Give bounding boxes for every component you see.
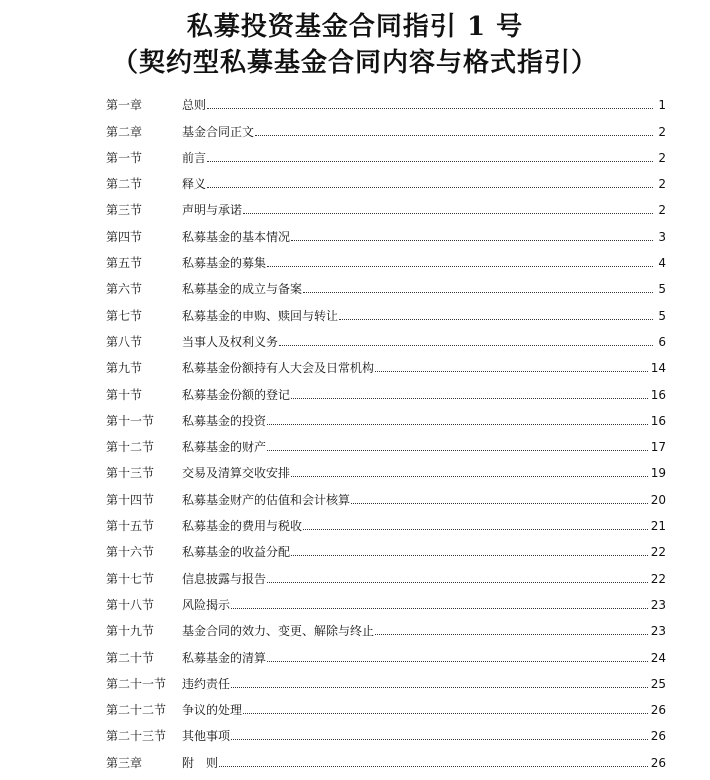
dot-leader [207,108,653,109]
toc-entry[interactable] [106,587,666,613]
document-subtitle: （契约型私募基金合同内容与格式指引） [111,48,598,78]
dot-leader [339,319,653,320]
dot-leader [375,634,648,635]
toc-entry-title: 私募基金份额的登记 [182,387,291,402]
toc-entry-page-number: 16 [650,387,666,402]
toc-entry-number: 第八节 [106,334,143,349]
toc-entry[interactable] [106,218,666,244]
toc-entry-number: 第十五节 [106,519,155,534]
toc-entry-page-number: 21 [650,519,666,534]
toc-entry-number: 第十七节 [106,571,155,586]
toc-entry-number: 第十八节 [106,597,155,612]
dot-leader [267,450,648,451]
toc-entry-page-number: 23 [650,624,666,639]
toc-entry-number: 第一节 [106,150,143,165]
dot-leader [255,135,653,136]
toc-entry[interactable] [106,560,666,586]
toc-entry[interactable] [106,166,666,192]
toc-entry-page-number: 24 [650,650,666,665]
toc-entry-title: 其他事项 [182,729,231,744]
toc-entry[interactable] [106,350,666,376]
dot-leader [219,766,648,767]
toc-entry-number: 第五节 [106,256,143,271]
toc-entry[interactable] [106,245,666,271]
toc-entry-page-number: 26 [650,703,666,718]
toc-entry-number: 第十三节 [106,466,155,481]
dot-leader [303,292,653,293]
toc-entry[interactable] [106,376,666,402]
toc-entry[interactable] [106,297,666,323]
toc-entry-page-number: 25 [650,676,666,691]
dot-leader [291,555,648,556]
toc-entry-number: 第二章 [106,124,143,139]
toc-entry[interactable] [106,403,666,429]
toc-entry-page-number: 23 [650,597,666,612]
toc-entry-page-number: 14 [650,361,666,376]
toc-entry-title: 总则 [182,98,207,113]
toc-entry-page-number: 19 [650,466,666,481]
toc-entry-number: 第二节 [106,177,143,192]
toc-entry-number: 第十一节 [106,413,155,428]
toc-entry-title: 私募基金的投资 [182,413,267,428]
toc-entry[interactable] [106,613,666,639]
toc-entry-page-number: 6 [658,334,666,349]
dot-leader [279,345,653,346]
toc-entry[interactable] [106,192,666,218]
toc-entry-title: 私募基金的申购、赎回与转让 [182,308,339,323]
toc-entry[interactable] [106,455,666,481]
toc-entry-title: 私募基金的财产 [182,440,267,455]
dot-leader [291,398,648,399]
toc-entry-title: 私募基金的成立与备案 [182,282,303,297]
dot-leader [243,213,653,214]
toc-entry-page-number: 16 [650,413,666,428]
toc-entry-title: 私募基金的基本情况 [182,229,291,244]
toc-entry-title: 基金合同的效力、变更、解除与终止 [182,624,375,639]
toc-entry-title: 私募基金的费用与税收 [182,519,303,534]
toc-entry-title: 私募基金份额持有人大会及日常机构 [182,361,375,376]
toc-entry-title: 私募基金的清算 [182,650,267,665]
toc-entry-title: 声明与承诺 [182,203,243,218]
toc-entry[interactable] [106,744,666,770]
toc-entry-number: 第十二节 [106,440,155,455]
toc-entry-number: 第十四节 [106,492,155,507]
dot-leader [231,739,648,740]
toc-entry-number: 第二十一节 [106,676,167,691]
dot-leader [243,713,648,714]
toc-entry[interactable] [106,271,666,297]
toc-entry[interactable] [106,429,666,455]
toc-entry-number: 第四节 [106,229,143,244]
toc-entry-number: 第九节 [106,361,143,376]
toc-entry-page-number: 22 [650,545,666,560]
toc-entry-title: 私募基金的募集 [182,256,267,271]
toc-entry-title: 私募基金财产的估值和会计核算 [182,492,351,507]
toc-entry-page-number: 20 [650,492,666,507]
toc-entry[interactable] [106,140,666,166]
toc-entry-title: 基金合同正文 [182,124,255,139]
toc-entry-page-number: 17 [650,440,666,455]
toc-entry-page-number: 2 [658,124,666,139]
toc-entry-page-number: 5 [658,282,666,297]
toc-entry-title: 附 则 [182,755,219,770]
toc-entry-page-number: 2 [658,177,666,192]
dot-leader [291,476,648,477]
dot-leader [375,371,648,372]
toc-entry-page-number: 2 [658,203,666,218]
toc-entry-number: 第十九节 [106,624,155,639]
toc-entry-number: 第十节 [106,387,143,402]
toc-entry-number: 第二十二节 [106,703,167,718]
toc-entry-title: 争议的处理 [182,703,243,718]
toc-entry[interactable] [106,534,666,560]
dot-leader [231,687,648,688]
toc-entry[interactable] [106,666,666,692]
toc-entry[interactable] [106,481,666,507]
toc-entry-number: 第十六节 [106,545,155,560]
toc-entry-number: 第三节 [106,203,143,218]
dot-leader [267,424,648,425]
toc-entry-page-number: 1 [658,98,666,113]
toc-entry[interactable] [106,639,666,665]
toc-entry-page-number: 26 [650,755,666,770]
dot-leader [303,529,648,530]
toc-entry-title: 风险揭示 [182,597,231,612]
toc-entry[interactable] [106,324,666,350]
dot-leader [351,503,648,504]
dot-leader [267,266,653,267]
toc-entry-number: 第二十三节 [106,729,167,744]
toc-entry-title: 前言 [182,150,207,165]
dot-leader [267,661,648,662]
toc-entry-number: 第七节 [106,308,143,323]
toc-entry[interactable] [106,508,666,534]
table-of-contents [106,87,666,771]
toc-entry-page-number: 22 [650,571,666,586]
toc-entry-page-number: 2 [658,150,666,165]
toc-entry-number: 第三章 [106,755,143,770]
toc-entry-page-number: 3 [658,229,666,244]
toc-entry[interactable] [106,113,666,139]
toc-entry-page-number: 4 [658,256,666,271]
document-title: 私募投资基金合同指引 1 号 [186,12,524,42]
dot-leader [291,240,653,241]
toc-entry-title: 释义 [182,177,207,192]
toc-entry-title: 交易及清算交收安排 [182,466,291,481]
dot-leader [207,161,653,162]
toc-entry-number: 第二十节 [106,650,155,665]
toc-entry[interactable] [106,692,666,718]
toc-entry-number: 第一章 [106,98,143,113]
toc-entry-title: 当事人及权利义务 [182,334,279,349]
toc-entry[interactable] [106,87,666,113]
toc-entry-number: 第六节 [106,282,143,297]
dot-leader [267,582,648,583]
toc-entry-title: 私募基金的收益分配 [182,545,291,560]
toc-entry-page-number: 26 [650,729,666,744]
toc-entry-title: 违约责任 [182,676,231,691]
toc-entry-page-number: 5 [658,308,666,323]
dot-leader [207,187,653,188]
dot-leader [231,608,648,609]
toc-entry[interactable] [106,718,666,744]
toc-entry-title: 信息披露与报告 [182,571,267,586]
